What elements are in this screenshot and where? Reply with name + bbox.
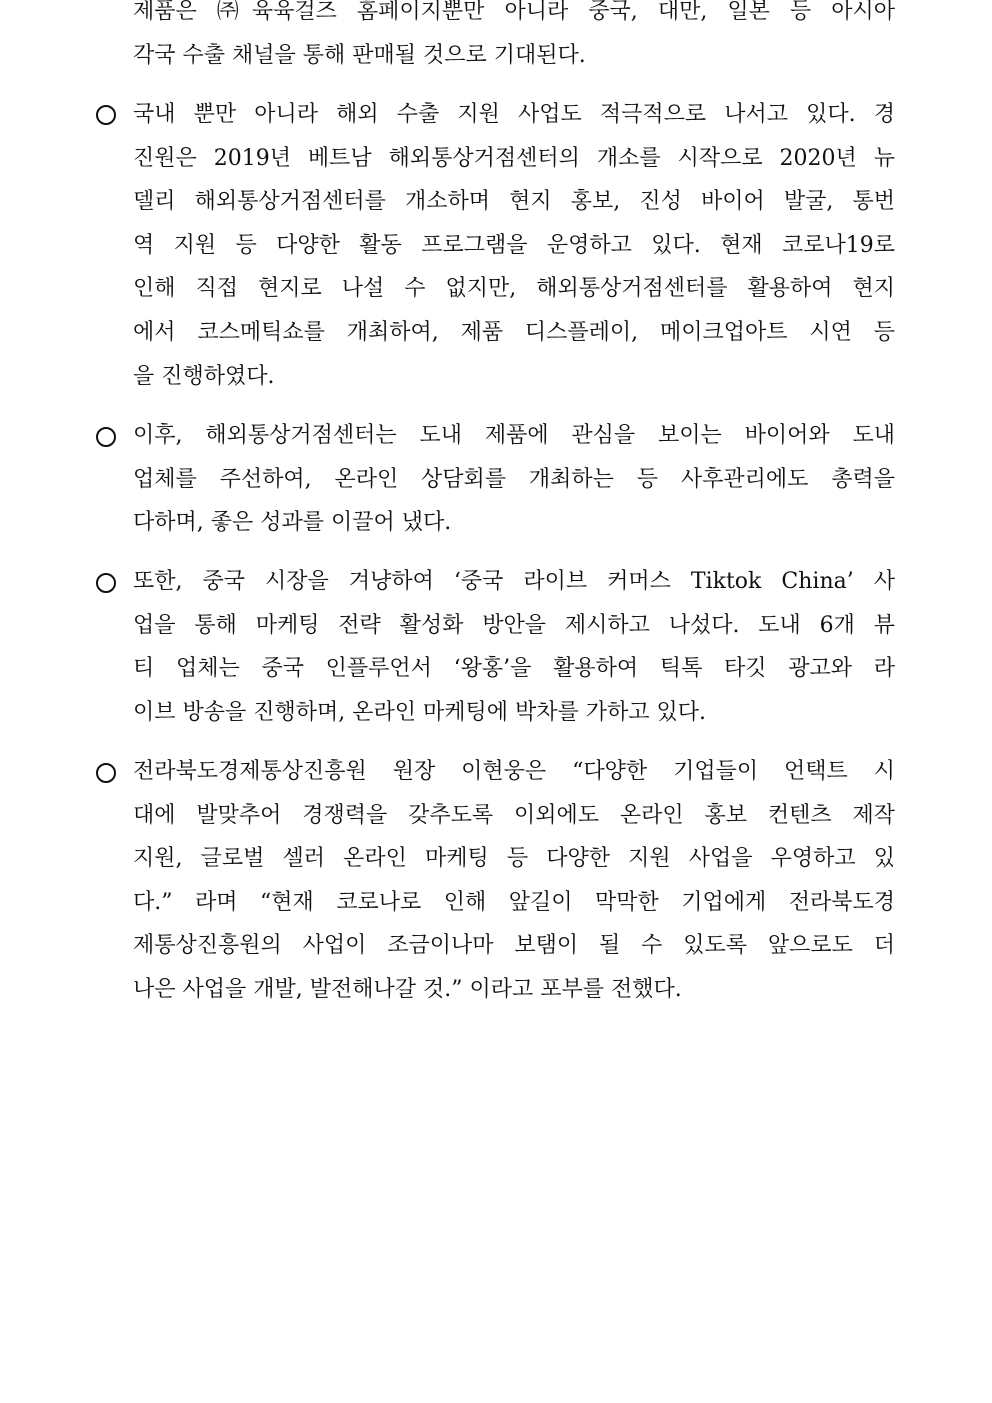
circle-bullet-icon — [96, 573, 116, 593]
paragraph-line: 전라북도경제통상진흥원 원장 이현웅은 “다양한 기업들이 언택트 시 — [133, 759, 895, 784]
paragraph-line: 또한, 중국 시장을 겨냥하여 ‘중국 라이브 커머스 Tiktok China’ 사 — [133, 569, 895, 594]
paragraph-line: 델리 해외통상거점센터를 개소하며 현지 홍보, 진성 바이어 발굴, 통번 — [133, 189, 895, 214]
paragraph-line: 대에 발맞추어 경쟁력을 갖추도록 이외에도 온라인 홍보 컨텐츠 제작 — [133, 803, 895, 828]
paragraph-line: 진원은 2019년 베트남 해외통상거점센터의 개소를 시작으로 2020년 뉴 — [133, 146, 895, 171]
paragraph-line: 나은 사업을 개발, 발전해나갈 것.” 이라고 포부를 전했다. — [133, 977, 682, 1002]
paragraph-line: 제통상진흥원의 사업이 조금이나마 보탬이 될 수 있도록 앞으로도 더 — [133, 933, 895, 958]
circle-bullet-icon — [96, 427, 116, 447]
paragraph-line: 을 진행하였다. — [133, 364, 275, 389]
paragraph-line: 인해 직접 현지로 나설 수 없지만, 해외통상거점센터를 활용하여 현지 — [133, 276, 895, 301]
paragraph-line: 지원, 글로벌 셀러 온라인 마케팅 등 다양한 지원 사업을 우영하고 있 — [133, 846, 895, 871]
paragraph-line: 이브 방송을 진행하며, 온라인 마케팅에 박차를 가하고 있다. — [133, 700, 706, 725]
paragraph-line: 다.” 라며 “현재 코로나로 인해 앞길이 막막한 기업에게 전라북도경 — [133, 890, 895, 915]
paragraph-line: 국내 뿐만 아니라 해외 수출 지원 사업도 적극적으로 나서고 있다. 경 — [133, 102, 895, 127]
paragraph-line: 업을 통해 마케팅 전략 활성화 방안을 제시하고 나섰다. 도내 6개 뷰 — [133, 613, 895, 638]
paragraph-line: 에서 코스메틱쇼를 개최하여, 제품 디스플레이, 메이크업아트 시연 등 — [133, 320, 895, 345]
paragraph-line: 업체를 주선하여, 온라인 상담회를 개최하는 등 사후관리에도 총력을 — [133, 467, 895, 492]
circle-bullet-icon — [96, 105, 116, 125]
paragraph-line: 각국 수출 채널을 통해 판매될 것으로 기대된다. — [133, 43, 586, 68]
paragraph-line: 다하며, 좋은 성과를 이끌어 냈다. — [133, 510, 452, 535]
paragraph-line: 이후, 해외통상거점센터는 도내 제품에 관심을 보이는 바이어와 도내 — [133, 423, 895, 448]
paragraph-line: 역 지원 등 다양한 활동 프로그램을 운영하고 있다. 현재 코로나19로 — [133, 233, 895, 258]
paragraph-line: 티 업체는 중국 인플루언서 ‘왕홍’을 활용하여 틱톡 타깃 광고와 라 — [133, 656, 895, 681]
paragraph-line: 제품은 ㈜육육걸즈 홈페이지뿐만 아니라 중국, 대만, 일본 등 아시아 — [133, 0, 895, 24]
circle-bullet-icon — [96, 763, 116, 783]
